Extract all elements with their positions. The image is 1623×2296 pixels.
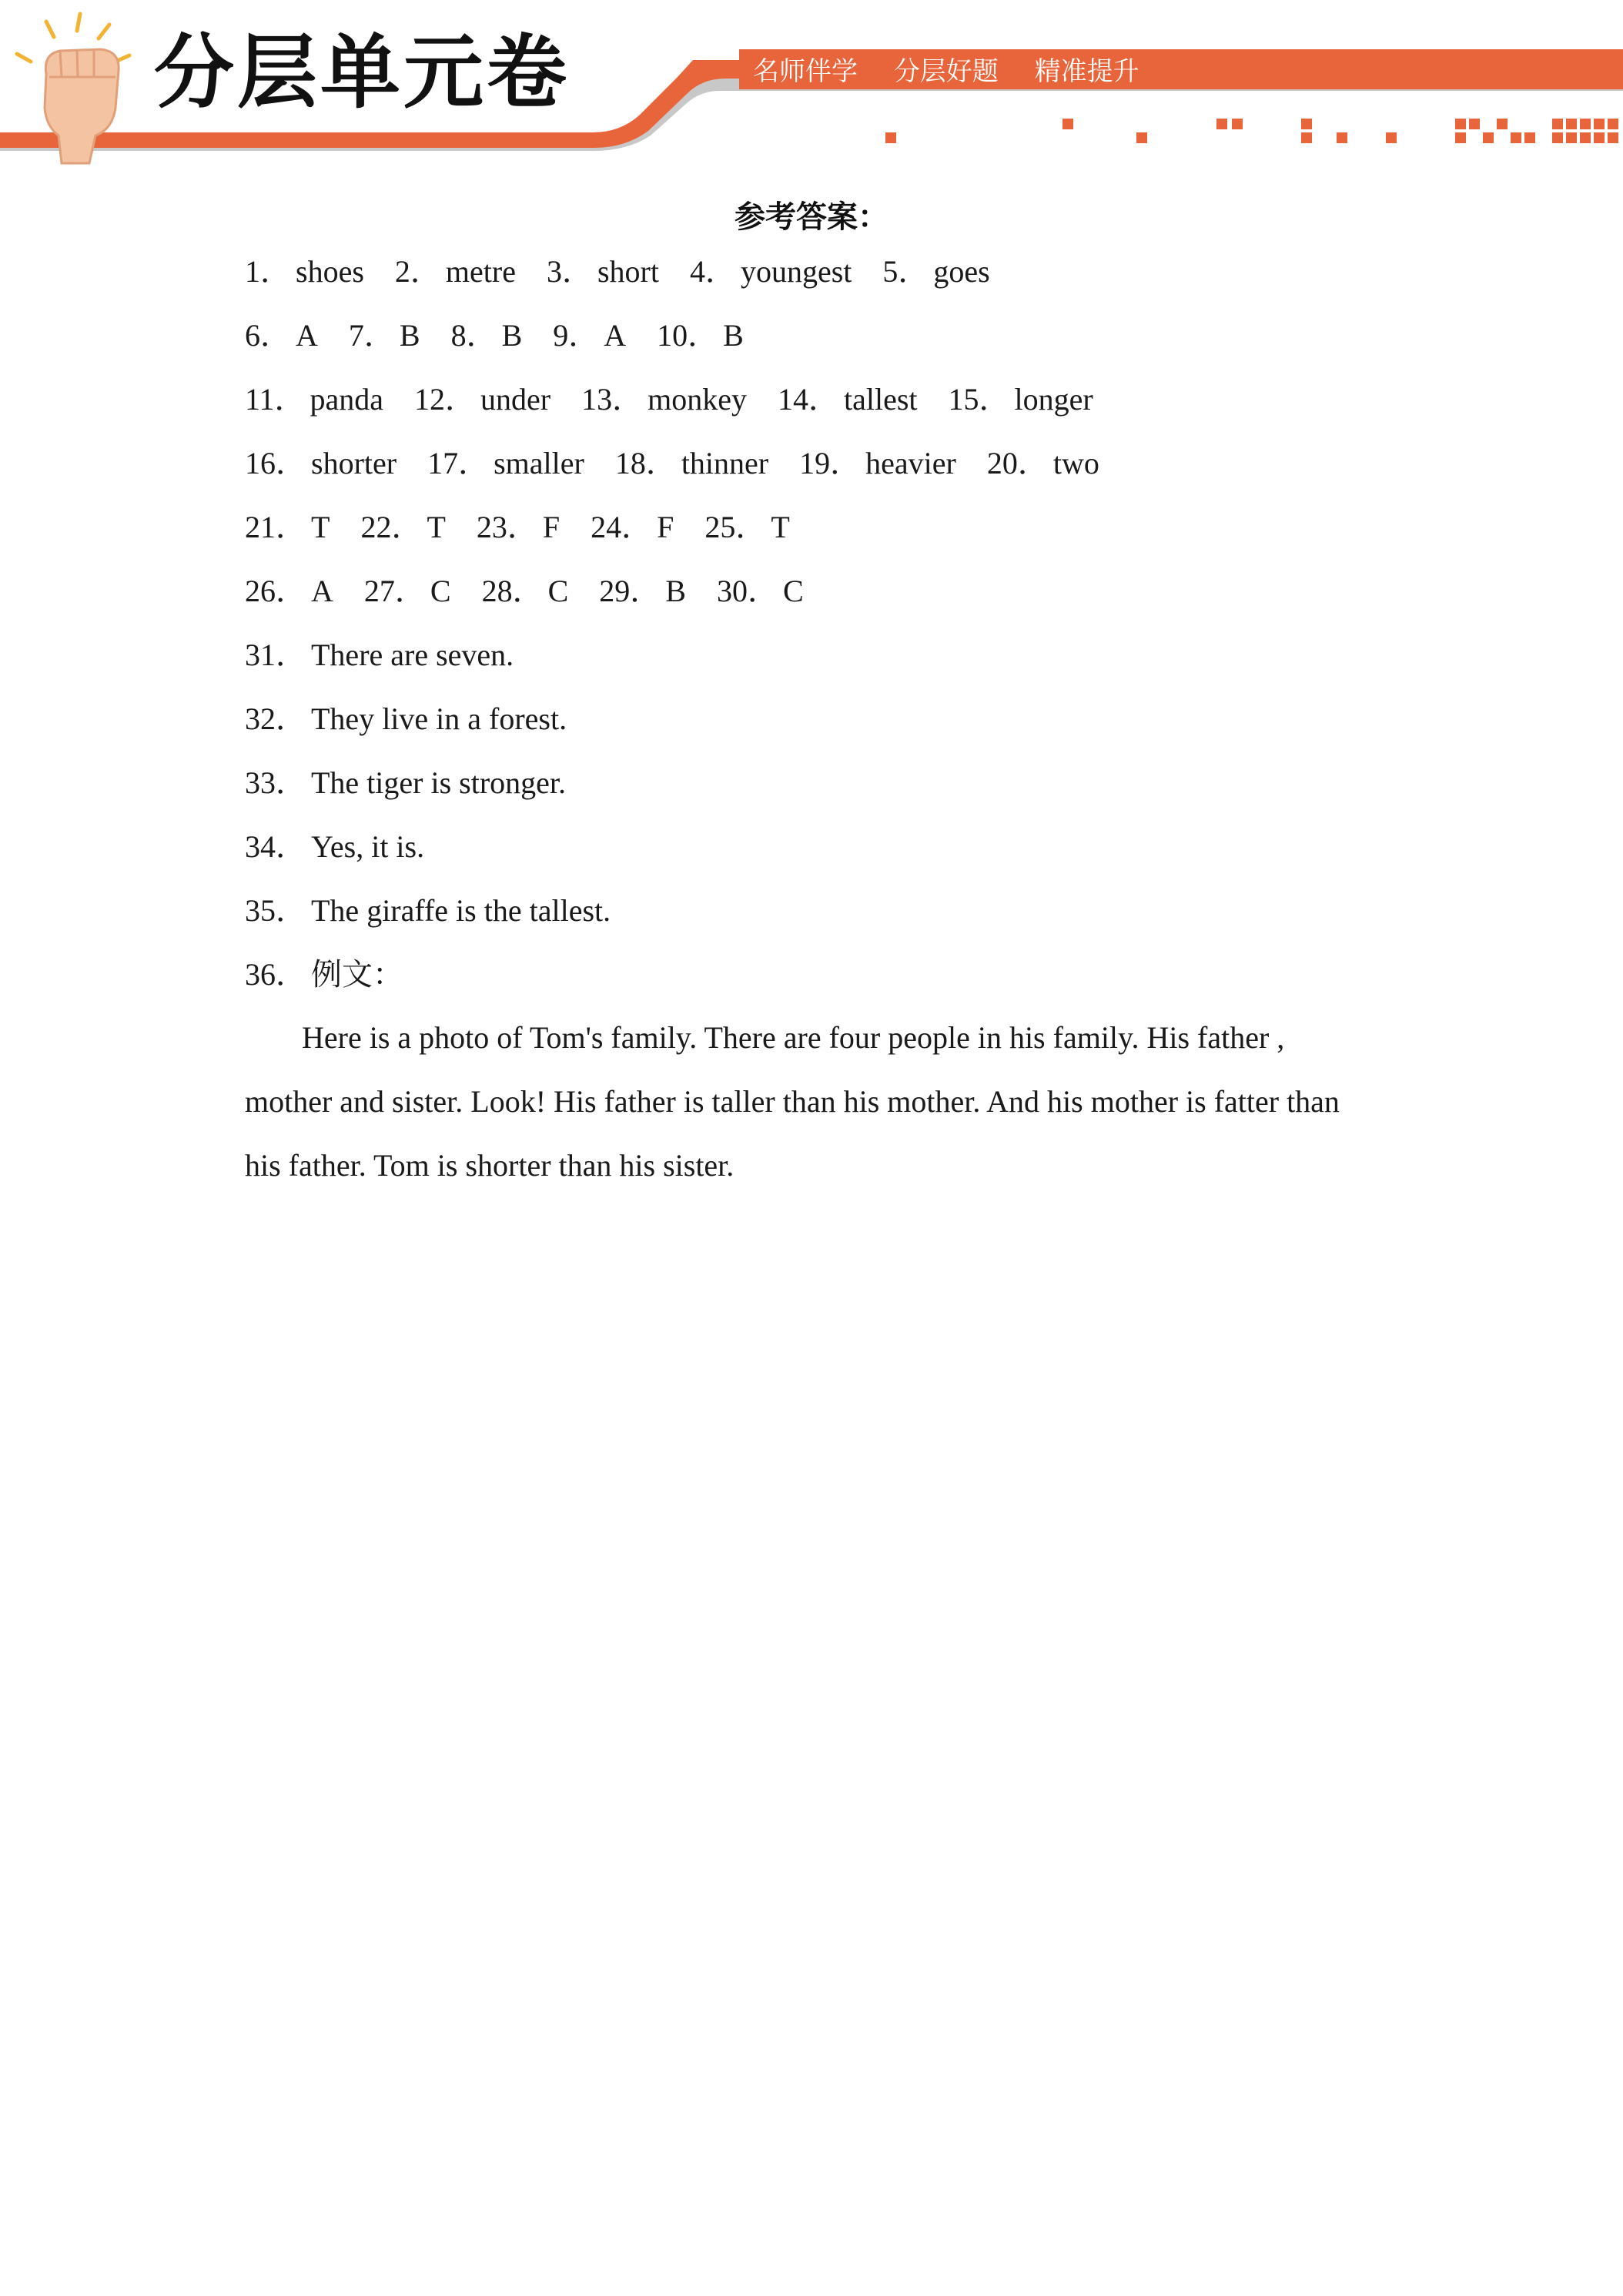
answer-row [245, 692, 1400, 756]
answer-text: heavier [865, 446, 956, 480]
question-number: 30． [716, 574, 778, 608]
answer-text: tallest [843, 382, 918, 417]
slogan-item: 名师伴学 [753, 56, 858, 87]
question-number: 8． [450, 318, 497, 353]
answer-item [987, 437, 1099, 490]
answer-item [615, 437, 768, 490]
answer-text: B [501, 318, 523, 353]
answer-item [704, 500, 789, 554]
question-number: 19． [799, 446, 862, 480]
answer-item [245, 820, 424, 874]
question-number: 21． [245, 510, 306, 544]
question-number: 6． [245, 318, 291, 353]
answer-text: longer [1014, 382, 1093, 417]
answer-item [882, 245, 989, 299]
answer-item [599, 564, 686, 618]
answer-item [799, 437, 956, 490]
slogan-item: 精准提升 [1034, 56, 1139, 87]
answer-list [245, 245, 1400, 1012]
question-number: 5． [882, 254, 929, 289]
answer-heading: 参考答案： [735, 199, 888, 235]
answer-row [245, 245, 1400, 309]
answer-item [245, 756, 566, 810]
answer-row [245, 373, 1400, 437]
question-number: 9． [553, 318, 600, 353]
answer-text: A [311, 574, 333, 608]
question-number: 3． [546, 254, 593, 289]
answer-item [245, 628, 514, 682]
answer-row [245, 437, 1400, 500]
answer-item [949, 373, 1093, 427]
sample-essay: Here is a photo of Tom's family. There are four people in his family. His father , mother and sister. Look! His father is taller than his mother. And his mother is fatter than his father. Tom is shorter than his sister. [245, 1020, 1340, 1183]
answer-row [245, 948, 1400, 1012]
answer-item [245, 437, 397, 490]
answer-item [553, 309, 626, 363]
answer-item [245, 692, 567, 746]
answer-text: A [604, 318, 627, 353]
answer-text: The tiger is stronger. [311, 765, 567, 800]
answer-item [414, 373, 550, 427]
question-number: 17． [427, 446, 490, 480]
question-number: 4． [689, 254, 736, 289]
question-number: 14． [777, 382, 839, 417]
answer-row [245, 628, 1400, 692]
answer-text: B [723, 318, 744, 353]
question-number: 28． [481, 574, 544, 608]
answer-item [581, 373, 747, 427]
answer-item [245, 500, 330, 554]
answer-item [245, 884, 611, 938]
answer-row [245, 820, 1400, 884]
answer-text: panda [310, 382, 384, 417]
answer-item [245, 373, 383, 427]
answer-text: T [427, 510, 446, 544]
answer-item [364, 564, 451, 618]
answer-item [245, 948, 403, 1002]
question-number: 12． [414, 382, 477, 417]
answer-text: two [1052, 446, 1099, 480]
answer-item [547, 245, 659, 299]
question-number: 36． [245, 957, 306, 992]
answer-text: short [597, 254, 659, 289]
answer-item [778, 373, 918, 427]
question-number: 11． [245, 382, 306, 417]
answer-item [427, 437, 584, 490]
answer-item [245, 564, 333, 618]
answer-item [690, 245, 852, 299]
question-number: 31． [245, 638, 306, 672]
answer-row [245, 500, 1400, 564]
question-number: 13． [581, 382, 644, 417]
answer-text: thinner [681, 446, 769, 480]
answer-item [717, 564, 804, 618]
answer-text: smaller [494, 446, 584, 480]
answer-text: A [296, 318, 318, 353]
answer-item [360, 500, 445, 554]
answer-item [245, 309, 318, 363]
answer-text: C [430, 574, 451, 608]
question-number: 29． [599, 574, 661, 608]
question-number: 34． [245, 829, 306, 864]
question-number: 32． [245, 701, 306, 736]
question-number: 26． [245, 574, 306, 608]
answer-text: T [311, 510, 330, 544]
question-number: 16． [245, 446, 306, 480]
answer-text: metre [445, 254, 516, 289]
answer-text: C [547, 574, 569, 608]
answer-text: They live in a forest. [311, 701, 567, 736]
answer-text: There are seven. [311, 638, 514, 672]
question-number: 10． [657, 318, 719, 353]
answer-text: B [399, 318, 420, 353]
question-number: 7． [348, 318, 395, 353]
answer-text: youngest [740, 254, 852, 289]
answer-item [245, 245, 364, 299]
brand-title: 分层单元卷 [154, 25, 571, 119]
question-number: 27． [363, 574, 426, 608]
answer-text: shorter [311, 446, 397, 480]
answer-text: C [782, 574, 804, 608]
question-number: 1． [245, 254, 291, 289]
question-number: 33． [245, 765, 306, 800]
answer-text: T [771, 510, 790, 544]
answer-text: monkey [648, 382, 747, 417]
answer-item [482, 564, 569, 618]
answer-row [245, 564, 1400, 628]
question-number: 22． [360, 510, 423, 544]
question-number: 15． [948, 382, 1010, 417]
question-number: 23． [476, 510, 538, 544]
answer-row [245, 756, 1400, 820]
header-slogan [753, 56, 1167, 87]
answer-text: The giraffe is the tallest. [311, 893, 611, 928]
answer-text: Yes, it is. [311, 829, 425, 864]
answer-row [245, 309, 1400, 373]
answer-item [477, 500, 560, 554]
answer-item [349, 309, 420, 363]
answer-item [657, 309, 744, 363]
question-number: 35． [245, 893, 306, 928]
answer-item [395, 245, 516, 299]
answer-item [591, 500, 674, 554]
answer-text: under [480, 382, 551, 417]
answer-text: goes [933, 254, 990, 289]
answer-text: F [657, 510, 674, 544]
question-number: 25． [704, 510, 767, 544]
answer-row [245, 884, 1400, 948]
header-banner [0, 0, 1623, 177]
slogan-item: 分层好题 [893, 56, 999, 87]
answer-text: shoes [296, 254, 364, 289]
question-number: 20． [986, 446, 1049, 480]
answer-item [451, 309, 523, 363]
question-number: 2． [394, 254, 441, 289]
answer-text: 例文： [311, 957, 403, 992]
answer-text: F [542, 510, 561, 544]
question-number: 24． [591, 510, 653, 544]
answer-text: B [665, 574, 686, 608]
question-number: 18． [614, 446, 677, 480]
